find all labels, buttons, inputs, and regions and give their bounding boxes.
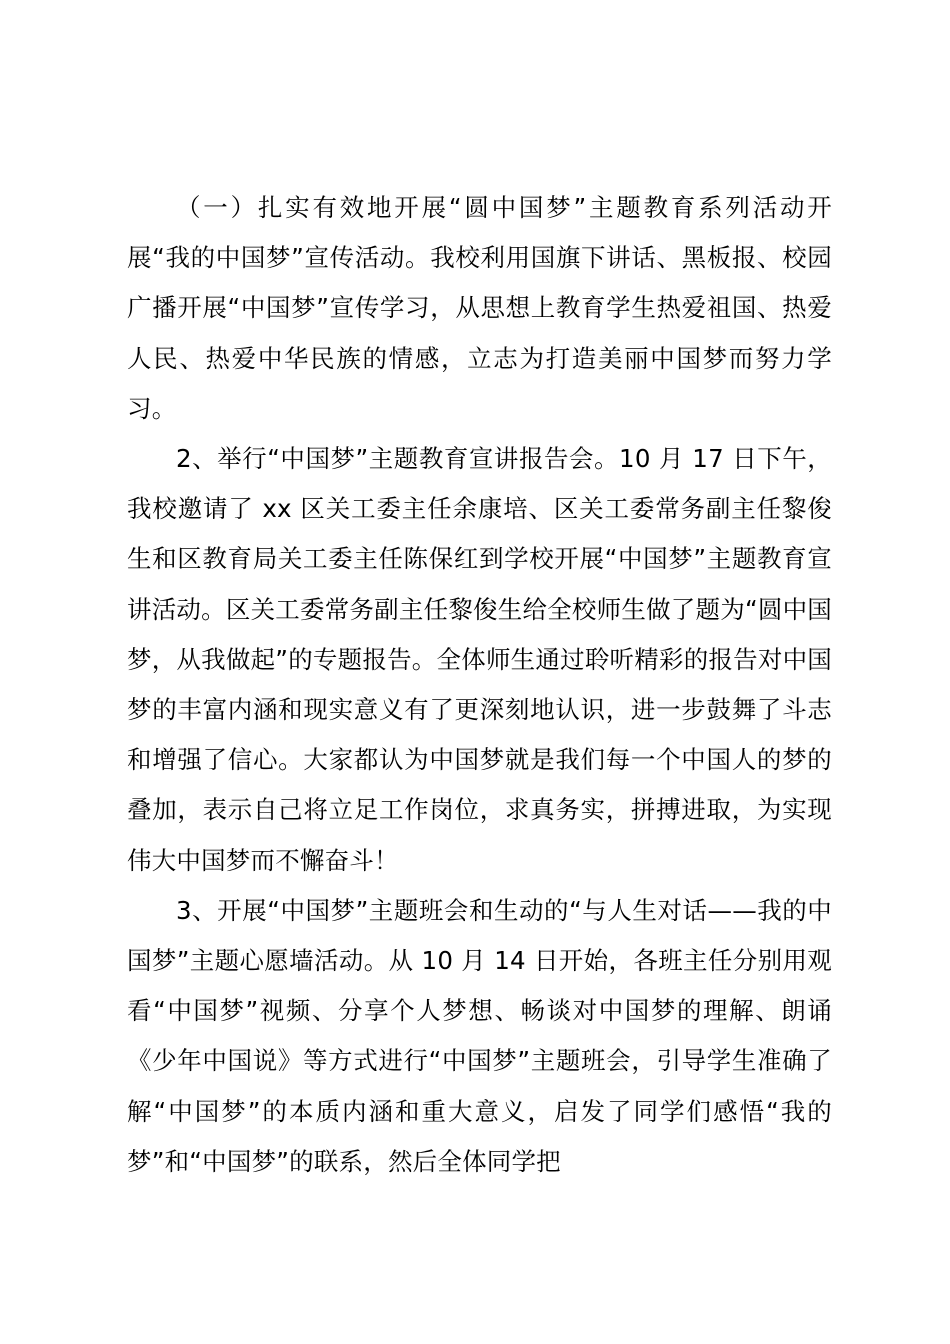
paragraph-activity-intro: （一）扎实有效地开展“圆中国梦”主题教育系列活动开展“我的中国梦”宣传活动。我校利用国旗下讲话、黑板报、校园广播开展“中国梦”宣传学习，从思想上教育学生热爱祖国、热爱人民、热爱中华民族的情感，立志为打造美丽中国梦而努力学习。 [127,193,832,423]
document-body [127,183,832,1187]
paragraph-class-meeting: 3、开展“中国梦”主题班会和生动的“与人生对话——我的中国梦”主题心愿墙活动。从 10 月 14 日开始，各班主任分别用观看“中国梦”视频、分享个人梦想、畅谈对中国梦的理解、朗诵《少年中国说》等方式进行“中国梦”主题班会，引导学生准确了解“中国梦”的本质内涵和重大意义，启发了同学们感悟“我的梦”和“中国梦”的联系，然后全体同学把 [127,895,832,1176]
paragraph-report-meeting: 2、举行“中国梦”主题教育宣讲报告会。10 月 17 日下午，我校邀请了 xx 区关工委主任余康培、区关工委常务副主任黎俊生和区教育局关工委主任陈保红到学校开展“中国梦”主题教育宣讲活动。区关工委常务副主任黎俊生给全校师生做了题为“圆中国梦，从我做起”的专题报告。全体师生通过聆听精彩的报告对中国梦的丰富内涵和现实意义有了更深刻地认识，进一步鼓舞了斗志和增强了信心。大家都认为中国梦就是我们每一个中国人的梦的叠加，表示自己将立足工作岗位，求真务实，拼搏进取，为实现伟大中国梦而不懈奋斗！ [127,444,832,875]
